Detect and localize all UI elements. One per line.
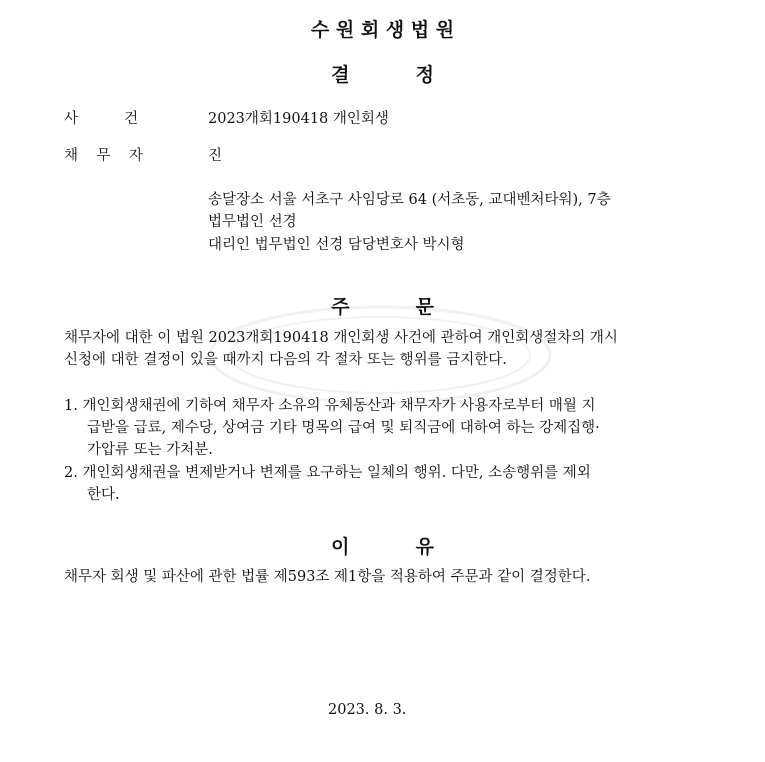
debtor-name: 진 xyxy=(208,148,223,164)
case-label: 사 건 xyxy=(64,111,139,127)
court-name: 수 원 회 생 법 원 xyxy=(310,19,455,41)
attorney: 대리인 법무법인 선경 담당변호사 박시형 xyxy=(208,237,465,253)
order-heading: 주 문 xyxy=(331,296,434,318)
order-item-2: 2. 개인회생채권을 변제받거나 변제를 요구하는 일체의 행위. 다만, 소송행위를 제외 xyxy=(64,465,591,481)
order-intro-line: 채무자에 대한 이 법원 2023개회190418 개인회생 사건에 관하여 개인회생절차의 개시 xyxy=(64,330,618,346)
reason-text: 채무자 회생 및 파산에 관한 법률 제593조 제1항을 적용하여 주문과 같이 결정한다. xyxy=(64,569,591,585)
decision-date: 2023. 8. 3. xyxy=(328,702,407,718)
document-type-title: 결 정 xyxy=(331,64,434,86)
order-intro-line: 신청에 대한 결정이 있을 때까지 다음의 각 절차 또는 행위를 금지한다. xyxy=(64,352,507,368)
law-firm: 법무법인 선경 xyxy=(208,214,297,230)
case-number: 2023개회190418 개인회생 xyxy=(208,111,389,127)
order-item-1: 1. 개인회생채권에 기하여 채무자 소유의 유체동산과 채무자가 사용자로부터 매월 지 xyxy=(64,398,596,414)
service-address: 송달장소 서울 서초구 사임당로 64 (서초동, 교대벤처타워), 7층 xyxy=(208,192,611,208)
debtor-label: 채 무 자 xyxy=(64,148,143,164)
reason-heading: 이 유 xyxy=(331,536,434,558)
order-item-1-cont: 가압류 또는 가처분. xyxy=(87,442,213,458)
order-item-1-cont: 급받을 급료, 제수당, 상여금 기타 명목의 급여 및 퇴직금에 대하여 하는 강제집행· xyxy=(87,420,600,436)
order-item-2-cont: 한다. xyxy=(87,487,120,503)
